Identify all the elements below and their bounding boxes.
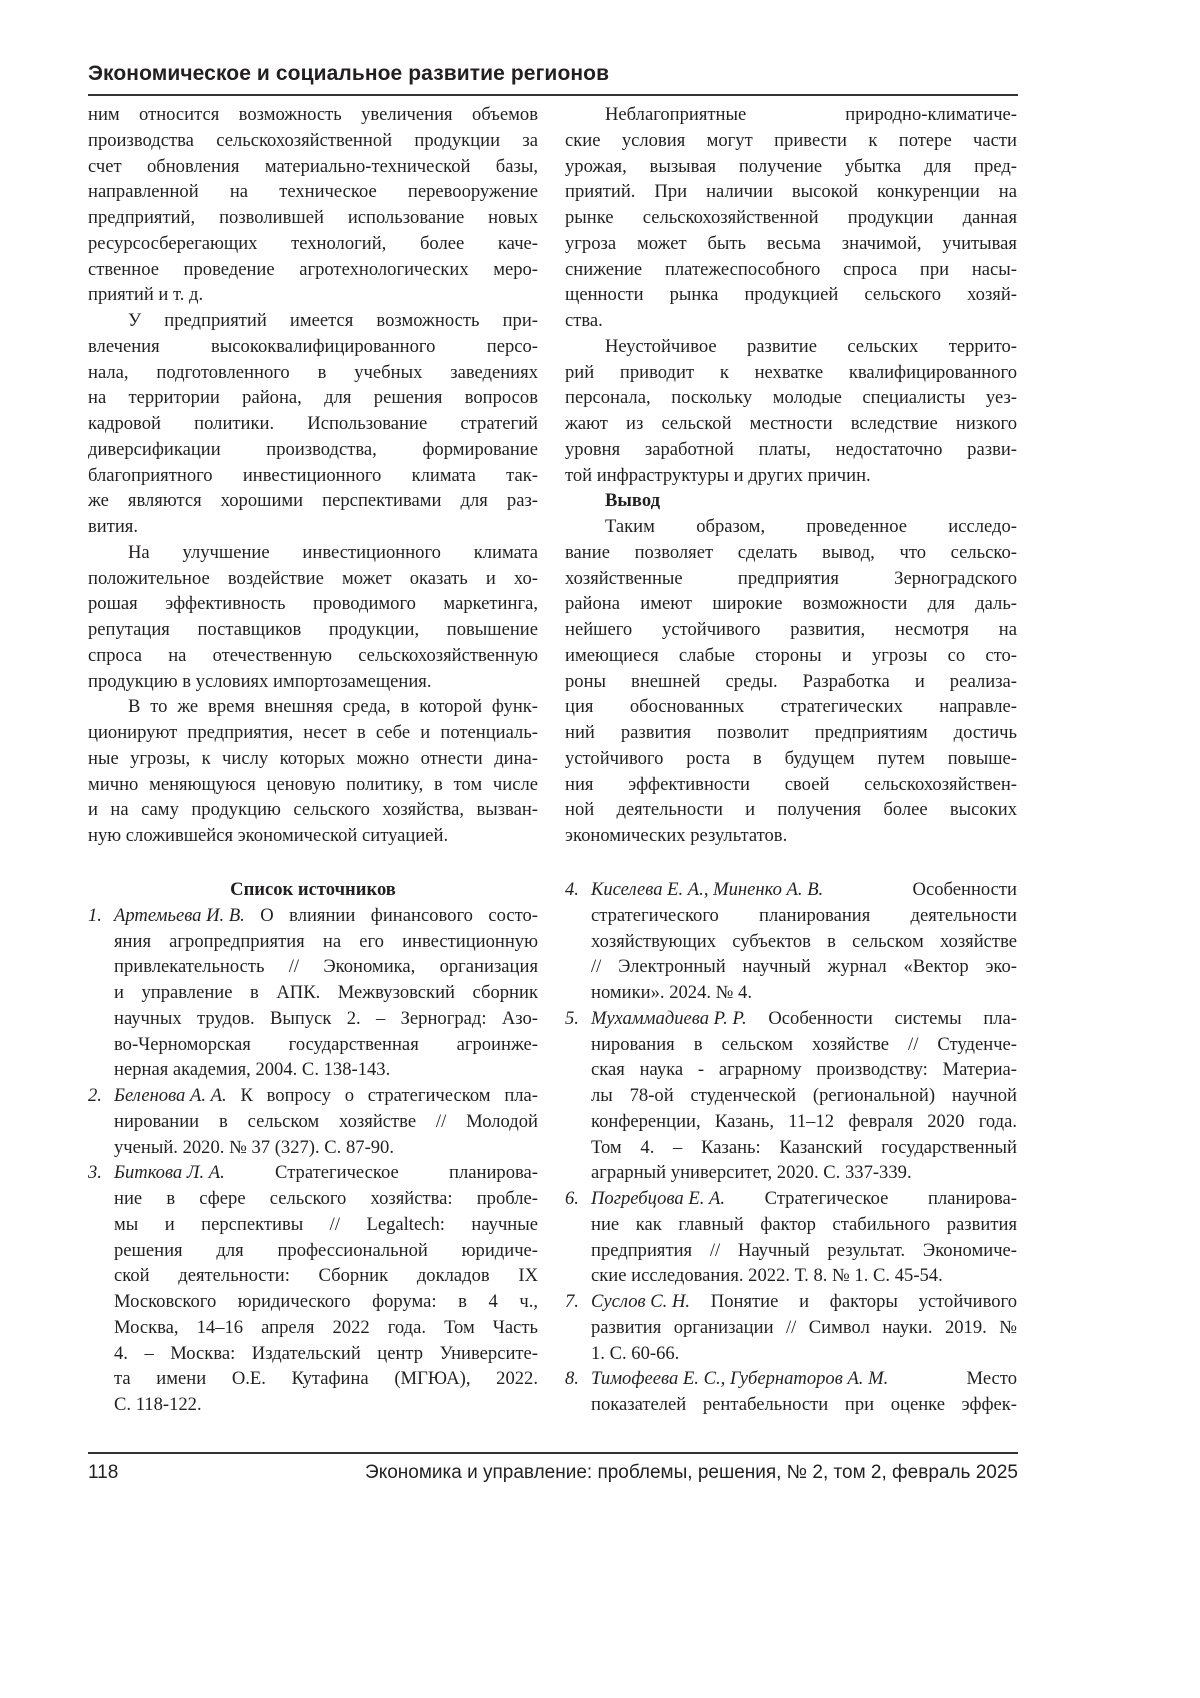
- text-line: 1. С. 60-66.: [591, 1342, 680, 1364]
- text-line: [114, 903, 538, 929]
- reference-number: 7.: [565, 1291, 579, 1312]
- reference-number: 6.: [565, 1188, 579, 1209]
- text-line: рошая эффективность проводимого маркетинга,: [88, 593, 538, 615]
- text-line: положительное воздействие может оказать и хо-: [88, 567, 538, 589]
- reference-item: [88, 1083, 538, 1160]
- reference-text: Особенности: [823, 879, 1017, 900]
- reference-text: О влиянии финансового состо-: [244, 904, 538, 926]
- references-list-right: [565, 877, 1017, 1418]
- paragraph: [565, 334, 1017, 489]
- reference-number: 4.: [565, 879, 579, 900]
- text-line: ресурсосберегающих технологий, более каче-: [88, 232, 538, 254]
- text-line: У предприятий имеется возможность при-: [128, 310, 538, 331]
- text-line: урожая, вызывая получение убытка для пред-: [565, 155, 1017, 177]
- text-line: вития.: [88, 516, 139, 537]
- text-line: [591, 1366, 1017, 1392]
- text-line: кадровой политики. Использование стратегий: [88, 413, 538, 434]
- text-line: аграрный университет, 2020. С. 337-339.: [591, 1162, 912, 1184]
- text-line: нировании в сельском хозяйстве // Молодой: [114, 1110, 538, 1132]
- text-line: [591, 1186, 1017, 1212]
- reference-author: Биткова Л. А.: [114, 1162, 225, 1184]
- reference-text: Стратегическое планирова-: [725, 1188, 1017, 1209]
- text-line: ний развития позволит предприятиям достичь: [565, 722, 1017, 743]
- reference-author: Артемьева И. В.: [114, 904, 245, 926]
- paragraph: [565, 102, 1017, 334]
- text-line: ной деятельности и получения более высоких: [565, 799, 1017, 821]
- text-line: нейшего устойчивого развития, несмотря на: [565, 619, 1017, 640]
- reference-item: [88, 903, 538, 1083]
- text-line: роны внешней среды. Разработка и реализа-: [565, 670, 1017, 692]
- text-line: Том 4. – Казань: Казанский государственный: [591, 1136, 1017, 1158]
- reference-number: 2.: [88, 1085, 102, 1106]
- text-line: привлекательность // Экономика, организация: [114, 956, 538, 978]
- text-line: Таким образом, проведенное исследо-: [605, 516, 1017, 537]
- text-line: хозяйственные предприятия Зерноградского: [565, 567, 1017, 589]
- reference-text: Понятие и факторы устойчивого: [690, 1291, 1017, 1312]
- text-line: [591, 1006, 1017, 1032]
- paragraph: [88, 102, 538, 308]
- paragraph: [88, 308, 538, 540]
- paragraph: [88, 694, 538, 849]
- text-line: показателей рентабельности при оценке эффек-: [591, 1394, 1017, 1415]
- text-line: ская наука - аграрному производству: Материа-: [591, 1059, 1017, 1081]
- text-line: на территории района, для решения вопросов: [88, 387, 538, 409]
- text-line: нерная академия, 2004. С. 138-143.: [114, 1059, 391, 1081]
- body-column-left: [88, 102, 538, 849]
- reference-text: Особенности системы пла-: [746, 1007, 1017, 1029]
- text-line: мично меняющуюся ценовую политику, в том числе: [88, 773, 538, 795]
- text-line: благоприятного инвестиционного климата так-: [88, 464, 538, 486]
- text-line: Москва, 14–16 апреля 2022 года. Том Часть: [114, 1316, 538, 1338]
- reference-author: Суслов С. Н.: [591, 1291, 691, 1312]
- text-line: Неустойчивое развитие сельских террито-: [605, 335, 1017, 357]
- text-line: имеющиеся слабые стороны и угрозы со сто-: [565, 644, 1017, 666]
- reference-item: [565, 877, 1017, 1006]
- text-line: диверсификации производства, формирование: [88, 438, 538, 460]
- text-line: уровня заработной платы, недостаточно разви-: [565, 438, 1017, 460]
- reference-item: [565, 1006, 1017, 1186]
- page-number: 118: [88, 1462, 119, 1483]
- text-line: рынке сельскохозяйственной продукции данная: [565, 207, 1017, 228]
- text-line: С. 118-122.: [114, 1394, 202, 1415]
- text-line: [591, 877, 1017, 903]
- reference-author: Погребцова Е. А.: [591, 1188, 726, 1209]
- reference-author: Тимофеева Е. С., Губернаторов А. М.: [591, 1368, 889, 1390]
- text-line: экономических результатов.: [565, 825, 788, 846]
- text-line: ционируют предприятия, несет в себе и потенциаль-: [88, 722, 538, 743]
- text-line: стратегического планирования деятельности: [591, 904, 1017, 926]
- text-line: ской деятельности: Сборник докладов IX: [114, 1265, 538, 1287]
- reference-author: Мухаммадиева Р. Р.: [591, 1007, 747, 1029]
- text-line: мы и перспективы // Legaltech: научные: [114, 1213, 538, 1235]
- text-line: ственное проведение агротехнологических меро-: [88, 258, 538, 280]
- text-line: ную сложившейся экономической ситуацией.: [88, 825, 449, 846]
- reference-item: [565, 1186, 1017, 1289]
- text-line: хозяйствующих субъектов в сельском хозяйстве: [591, 930, 1017, 952]
- text-line: развития организации // Символ науки. 2019. №: [591, 1316, 1017, 1338]
- text-line: приятий и т. д.: [88, 284, 204, 306]
- text-line: предприятий, позволившей использование новых: [88, 207, 538, 228]
- footer-rule: [88, 1452, 1018, 1454]
- header-rule: [88, 94, 1018, 96]
- text-line: та имени О.Е. Кутафина (МГЮА), 2022.: [114, 1368, 538, 1390]
- text-line: той инфраструктуры и других причин.: [565, 464, 871, 486]
- text-line: продукцию в условиях импортозамещения.: [88, 670, 432, 692]
- reference-number: 8.: [565, 1368, 579, 1390]
- reference-text: К вопросу о стратегическом пла-: [226, 1085, 538, 1106]
- reference-author: Беленова А. А.: [114, 1085, 227, 1106]
- text-line: предприятия // Научный результат. Экономиче-: [591, 1239, 1017, 1261]
- text-line: угроза может быть весьма значимой, учитывая: [565, 232, 1017, 254]
- text-line: персонала, поскольку молодые специалисты уез-: [565, 387, 1017, 409]
- reference-number: 1.: [88, 904, 102, 926]
- text-line: ские условия могут привести к потере части: [565, 129, 1017, 151]
- text-line: приятий. При наличии высокой конкуренции на: [565, 181, 1017, 203]
- text-line: во-Черноморская государственная агроинже-: [114, 1033, 538, 1055]
- text-line: На улучшение инвестиционного климата: [128, 541, 538, 563]
- reference-number: 3.: [88, 1162, 102, 1184]
- text-line: В то же время внешняя среда, в которой функ-: [128, 696, 538, 718]
- text-line: же являются хорошими перспективами для раз-: [88, 490, 538, 512]
- reference-item: [565, 1289, 1017, 1366]
- text-line: конференции, Казань, 11–12 февраля 2020 года.: [591, 1110, 1017, 1132]
- text-line: [591, 1289, 1017, 1315]
- text-line: 4. – Москва: Издательский центр Университе-: [114, 1342, 538, 1364]
- reference-item: [565, 1366, 1017, 1418]
- text-line: [114, 1160, 538, 1186]
- text-line: устойчивого роста в будущем путем повыше-: [565, 747, 1017, 769]
- reference-item: [88, 1160, 538, 1418]
- text-line: ние как главный фактор стабильного развития: [591, 1213, 1017, 1235]
- journal-title: Экономика и управление: проблемы, решения, № 2, том 2, февраль 2025: [365, 1462, 1018, 1483]
- text-line: ние в сфере сельского хозяйства: пробле-: [114, 1188, 538, 1209]
- text-line: Неблагоприятные природно-климатиче-: [605, 104, 1017, 125]
- text-line: щенности рынка продукцией сельского хозяй-: [565, 284, 1017, 306]
- reference-text: Место: [888, 1368, 1017, 1390]
- text-line: нала, подготовленного в учебных заведениях: [88, 361, 538, 383]
- paragraph: [88, 540, 538, 695]
- text-line: ные угрозы, к числу которых можно отнести дина-: [88, 747, 538, 769]
- paragraph: [565, 514, 1017, 849]
- text-line: жают из сельской местности вследствие низкого: [565, 413, 1017, 434]
- text-line: направленной на техническое перевооружение: [88, 181, 538, 203]
- body-column-right: [565, 102, 1017, 849]
- text-line: ученый. 2020. № 37 (327). С. 87-90.: [114, 1136, 395, 1158]
- text-line: ним относится возможность увеличения объемов: [88, 104, 538, 125]
- reference-number: 5.: [565, 1007, 579, 1029]
- references-column-right: [565, 877, 1017, 1418]
- running-header: Экономическое и социальное развитие регионов: [88, 62, 610, 85]
- references-column-left: [88, 877, 538, 1418]
- text-line: ция обоснованных стратегических направле-: [565, 696, 1017, 718]
- text-line: ния эффективности своей сельскохозяйствен-: [565, 773, 1017, 795]
- text-line: района имеют широкие возможности для даль-: [565, 593, 1017, 615]
- text-line: влечения высококвалифицированного персо-: [88, 335, 538, 357]
- text-line: счет обновления материально-технической базы,: [88, 155, 538, 177]
- reference-text: Стратегическое планирова-: [224, 1162, 538, 1184]
- text-line: лы 78-ой студенческой (региональной) научной: [591, 1085, 1017, 1106]
- text-line: яния агропредприятия на его инвестиционную: [114, 930, 538, 952]
- references-list-left: [88, 903, 538, 1418]
- text-line: вание позволяет сделать вывод, что сельско-: [565, 541, 1017, 563]
- text-line: и управление в АПК. Межвузовский сборник: [114, 982, 538, 1003]
- section-heading: Вывод: [605, 490, 661, 512]
- text-line: снижение платежеспособного спроса при насы-: [565, 258, 1017, 280]
- text-line: ские исследования. 2022. Т. 8. № 1. С. 45-54.: [591, 1265, 943, 1287]
- text-line: Московского юридического форума: в 4 ч.,: [114, 1291, 538, 1312]
- text-line: рий приводит к нехватке квалифицированного: [565, 361, 1017, 383]
- text-line: номики». 2024. № 4.: [591, 982, 753, 1003]
- text-line: нирования в сельском хозяйстве // Студенче-: [591, 1033, 1017, 1055]
- text-line: решения для профессиональной юридиче-: [114, 1239, 538, 1261]
- text-line: ства.: [565, 310, 603, 331]
- text-line: и на саму продукцию сельского хозяйства, вызван-: [88, 799, 538, 821]
- text-line: репутация поставщиков продукции, повышение: [88, 619, 538, 640]
- text-line: [114, 1083, 538, 1109]
- text-line: производства сельскохозяйственной продукции за: [88, 129, 538, 151]
- text-line: // Электронный научный журнал «Вектор эко-: [591, 956, 1017, 978]
- references-title: Список источников: [230, 879, 396, 900]
- reference-author: Киселева Е. А., Миненко А. В.: [591, 879, 824, 900]
- text-line: научных трудов. Выпуск 2. – Зерноград: Азо-: [114, 1007, 538, 1029]
- text-line: спроса на отечественную сельскохозяйственную: [88, 644, 538, 666]
